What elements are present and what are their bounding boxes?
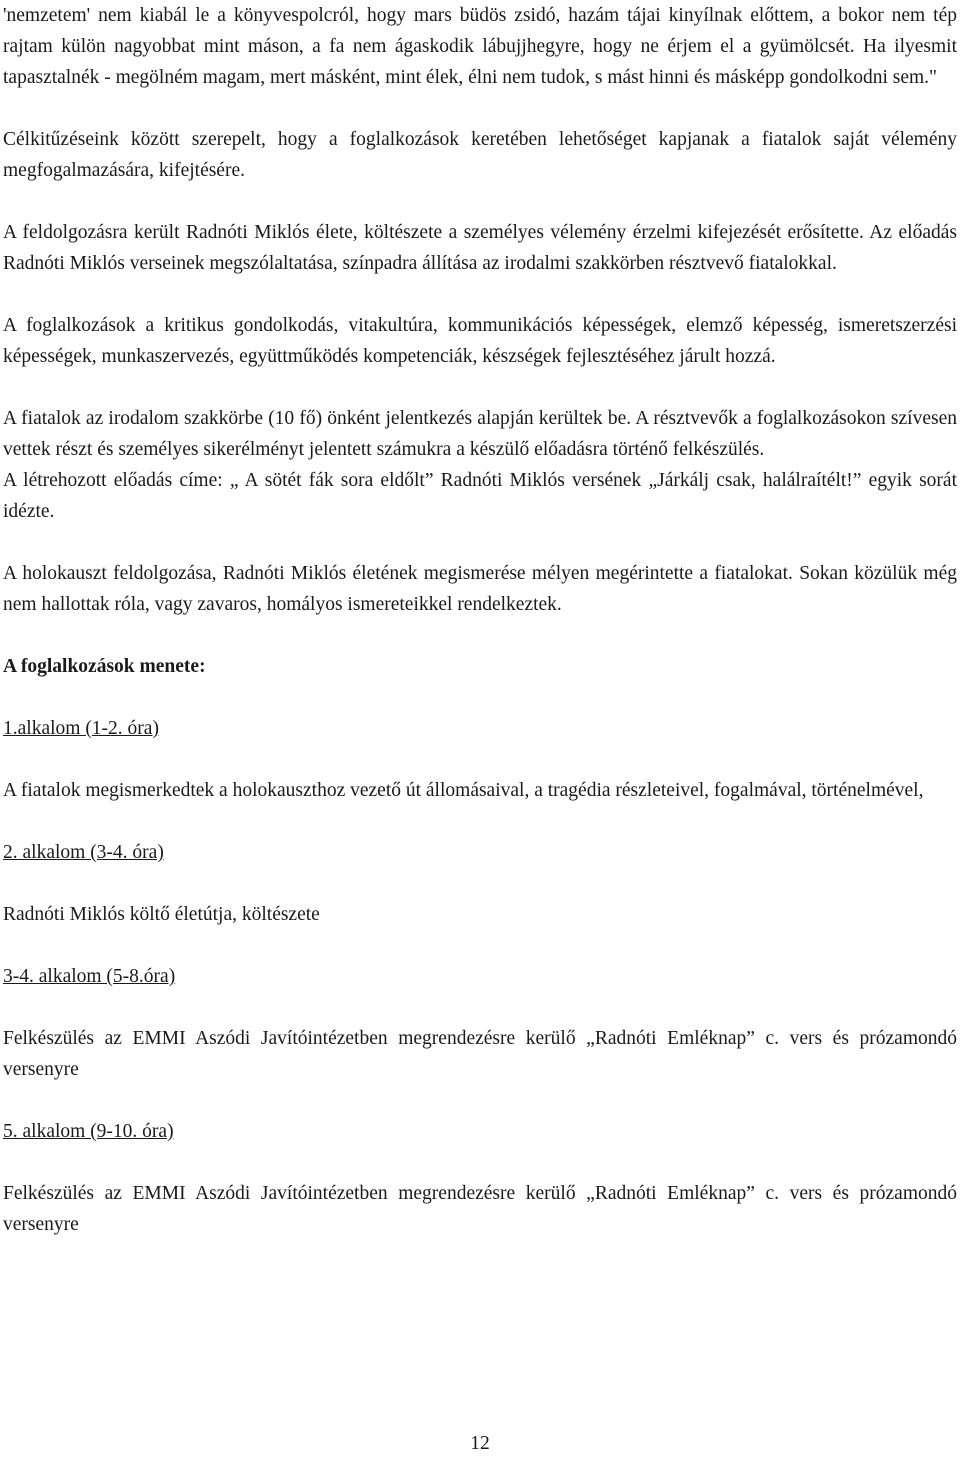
- paragraph-participants: A fiatalok az irodalom szakkörbe (10 fő) önként jelentkezés alapján kerültek be. A résztvevők a foglalkozásokon szívesen vettek részt és személyes sikerélményt jelentett számukra a készülő előadásra történő felkészülés.: [3, 408, 957, 460]
- section-title: A foglalkozások menete:: [3, 656, 206, 677]
- page-number: 12: [470, 1433, 490, 1454]
- session-heading: 3-4. alkalom (5-8.óra): [3, 966, 176, 987]
- paragraph-competences: A foglalkozások a kritikus gondolkodás, vitakultúra, kommunikációs képességek, elemző képesség, ismeretszerzési képességek, munkaszervezés, együttműködés kompetenciák, készségek fejlesztéséhez járult hozzá.: [3, 315, 957, 367]
- paragraph-objectives: Célkitűzéseink között szerepelt, hogy a foglalkozások keretében lehetőséget kapjanak a fiatalok saját vélemény megfogalmazására, kifejtésére.: [3, 129, 957, 181]
- session-text: A fiatalok megismerkedtek a holokauszthoz vezető út állomásaival, a tragédia részleteivel, fogalmával, történelmével,: [3, 780, 924, 801]
- paragraph-radnoti-processing: A feldolgozásra került Radnóti Miklós élete, költészete a személyes vélemény érzelmi kifejezését erősítette. Az előadás Radnóti Miklós verseinek megszólaltatása, színpadra állítása az irodalmi szakkörben résztvevő fiatalokkal.: [3, 222, 957, 274]
- paragraph-quote: 'nemzetem' nem kiabál le a könyvespolcról, hogy mars büdös zsidó, hazám tájai kinyílnak előttem, a bokor nem tép rajtam külön nagyobbat mint máson, a fa nem ágaskodik lábujjhegyre, hogy ne érjem el a gyümölcsét. Ha ilyesmit tapasztalnék - megölném magam, mert másként, mint élek, élni nem tudok, s mást hinni és másképp gondolkodni sem.": [3, 5, 957, 88]
- paragraph-holocaust: A holokauszt feldolgozása, Radnóti Miklós életének megismerése mélyen megérintette a fiatalokat. Sokan közülük még nem hallottak róla, vagy zavaros, homályos ismereteikkel rendelkeztek.: [3, 563, 957, 615]
- session-heading: 5. alkalom (9-10. óra): [3, 1121, 174, 1142]
- session-text: Radnóti Miklós költő életútja, költészete: [3, 904, 320, 925]
- session-heading: 2. alkalom (3-4. óra): [3, 842, 164, 863]
- session-text: Felkészülés az EMMI Aszódi Javítóintézetben megrendezésre kerülő „Radnóti Emléknap” c. vers és prózamondó versenyre: [3, 1028, 957, 1080]
- document-page: [3, 0, 957, 1240]
- session-text: Felkészülés az EMMI Aszódi Javítóintézetben megrendezésre kerülő „Radnóti Emléknap” c. vers és prózamondó versenyre: [3, 1183, 957, 1235]
- paragraph-performance-title: A létrehozott előadás címe: „ A sötét fák sora eldőlt” Radnóti Miklós versének „Járkálj csak, halálraítélt!” egyik sorát idézte.: [3, 470, 957, 522]
- session-heading: 1.alkalom (1-2. óra): [3, 718, 159, 739]
